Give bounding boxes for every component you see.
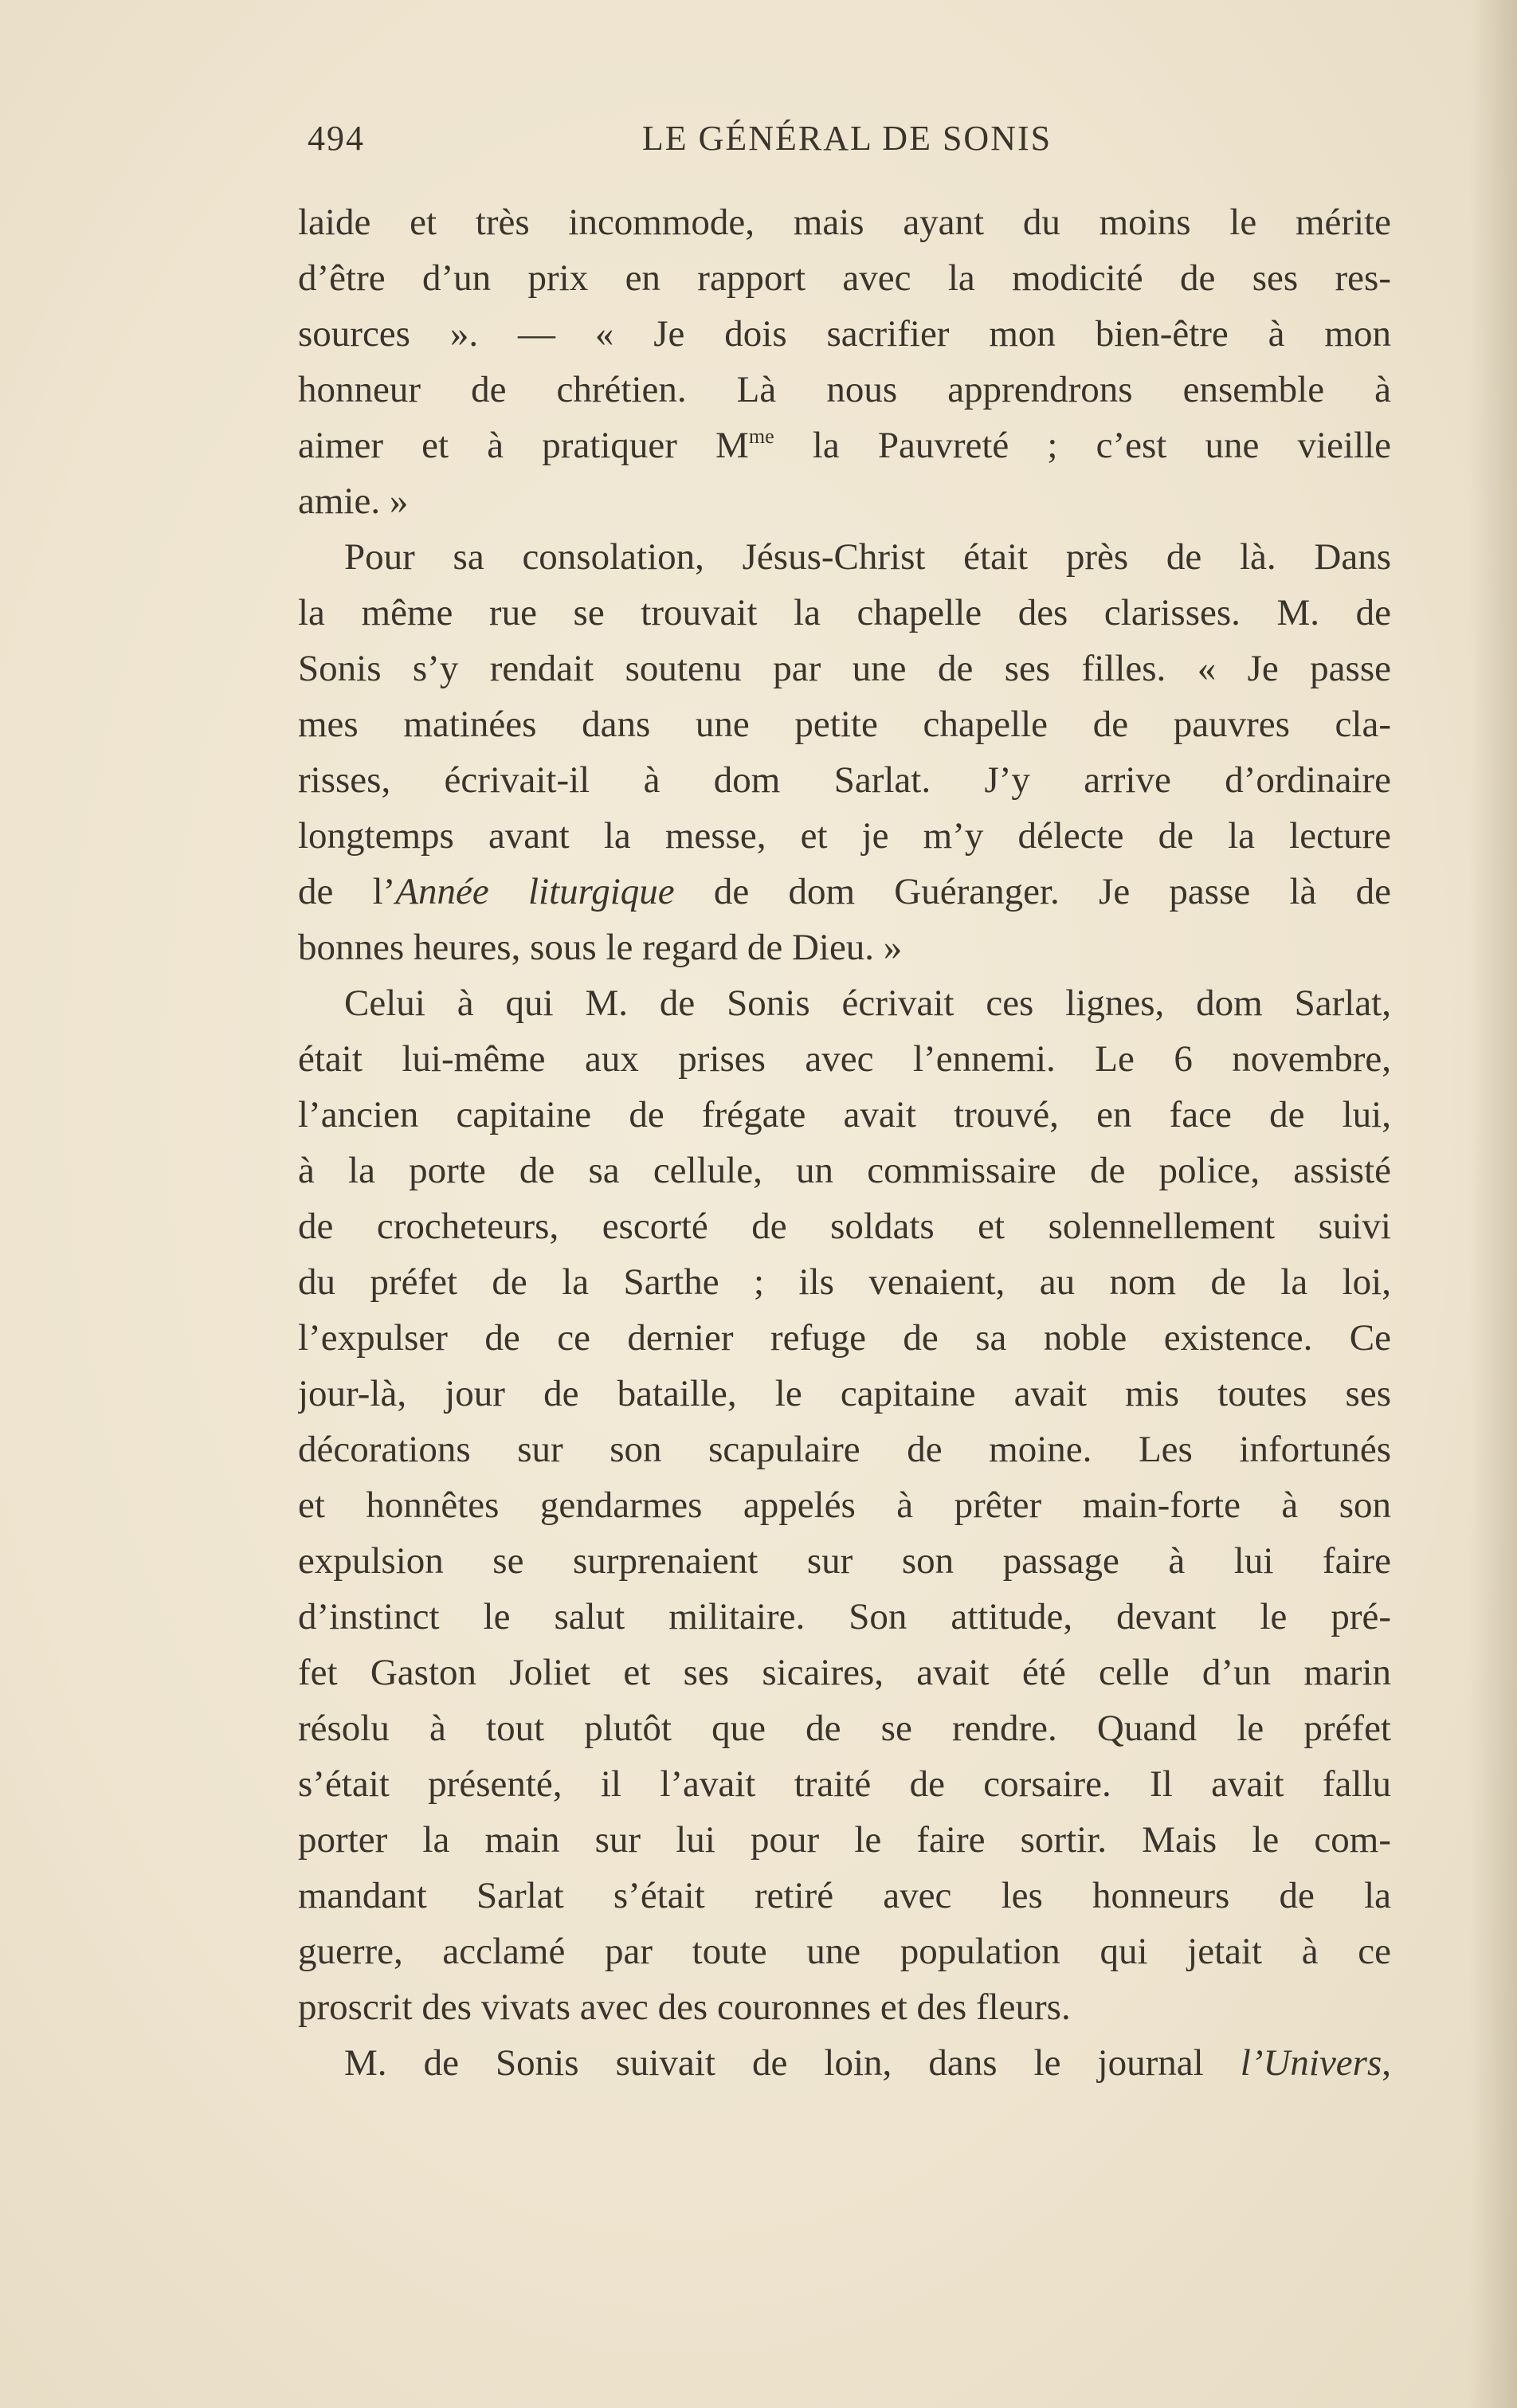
newspaper-title-italic: l’Univers [1240, 2042, 1382, 2084]
superscript-abbrev: me [748, 425, 774, 448]
text-line: honneur de chrétien. Là nous apprendrons ensemble à [298, 369, 1391, 410]
paragraph-end-line: bonnes heures, sous le regard de Dieu. » [298, 927, 903, 968]
text-line [298, 418, 1391, 473]
text-line: mes matinées dans une petite chapelle de pauvres cla- [298, 704, 1391, 745]
text-segment: aimer et à pratiquer M [298, 425, 749, 466]
text-line: du préfet de la Sarthe ; ils venaient, au nom de la loi, [298, 1261, 1391, 1303]
text-line: était lui-même aux prises avec l’ennemi. Le 6 novembre, [298, 1038, 1391, 1080]
text-line: laide et très incommode, mais ayant du moins le mérite [298, 202, 1391, 243]
page-edge-shadow [1469, 0, 1517, 2408]
text-line: d’être d’un prix en rapport avec la modicité de ses res- [298, 257, 1391, 299]
text-line [298, 864, 1391, 920]
paragraph-end-line: amie. » [298, 480, 409, 522]
text-line: résolu à tout plutôt que de se rendre. Quand le préfet [298, 1708, 1391, 1749]
text-line: et honnêtes gendarmes appelés à prêter main-forte à son [298, 1484, 1391, 1526]
page-header [301, 118, 1393, 166]
text-segment: , [1382, 2042, 1391, 2084]
body-text [298, 194, 1391, 2091]
text-line: Sonis s’y rendait soutenu par une de ses filles. « Je passe [298, 648, 1391, 689]
text-line: de crocheteurs, escorté de soldats et solennellement suivi [298, 1206, 1391, 1247]
text-line: fet Gaston Joliet et ses sicaires, avait été celle d’un marin [298, 1652, 1391, 1693]
page-number: 494 [308, 119, 365, 158]
paragraph-end-line: proscrit des vivats avec des couronnes et des fleurs. [298, 1986, 1071, 2028]
paragraph-start-line: Celui à qui M. de Sonis écrivait ces lignes, dom Sarlat, [344, 982, 1391, 1024]
text-line: mandant Sarlat s’était retiré avec les honneurs de la [298, 1875, 1391, 1916]
book-title-italic: Année liturgique [395, 871, 675, 912]
text-line: longtemps avant la messe, et je m’y délecte de la lecture [298, 815, 1391, 857]
text-line: la même rue se trouvait la chapelle des clarisses. M. de [298, 592, 1391, 633]
text-line: guerre, acclamé par toute une population qui jetait à ce [298, 1931, 1391, 1972]
text-segment: de dom Guéranger. Je passe là de [674, 871, 1391, 912]
text-segment: M. de Sonis suivait de loin, dans le journal [344, 2042, 1241, 2084]
paragraph-start-line: Pour sa consolation, Jésus-Christ était près de là. Dans [344, 536, 1391, 578]
text-line: risses, écrivait-il à dom Sarlat. J’y arrive d’ordinaire [298, 759, 1391, 801]
text-line: sources ». — « Je dois sacrifier mon bien-être à mon [298, 313, 1391, 355]
text-line: jour-là, jour de bataille, le capitaine avait mis toutes ses [298, 1373, 1391, 1414]
paragraph-start-line [298, 2035, 1391, 2091]
text-line: s’était présenté, il l’avait traité de corsaire. Il avait fallu [298, 1763, 1391, 1805]
text-line: porter la main sur lui pour le faire sortir. Mais le com- [298, 1819, 1391, 1861]
text-line: l’ancien capitaine de frégate avait trouvé, en face de lui, [298, 1094, 1391, 1135]
running-head: LE GÉNÉRAL DE SONIS [641, 119, 1052, 158]
text-segment: de l’ [298, 871, 396, 912]
text-line: d’instinct le salut militaire. Son attitude, devant le pré- [298, 1596, 1391, 1637]
text-line: expulsion se surprenaient sur son passage à lui faire [298, 1540, 1391, 1582]
text-line: l’expulser de ce dernier refuge de sa noble existence. Ce [298, 1317, 1391, 1359]
text-line: à la porte de sa cellule, un commissaire de police, assisté [298, 1150, 1391, 1191]
text-segment: la Pauvreté ; c’est une vieille [774, 425, 1391, 466]
text-line: décorations sur son scapulaire de moine. Les infortunés [298, 1429, 1391, 1470]
